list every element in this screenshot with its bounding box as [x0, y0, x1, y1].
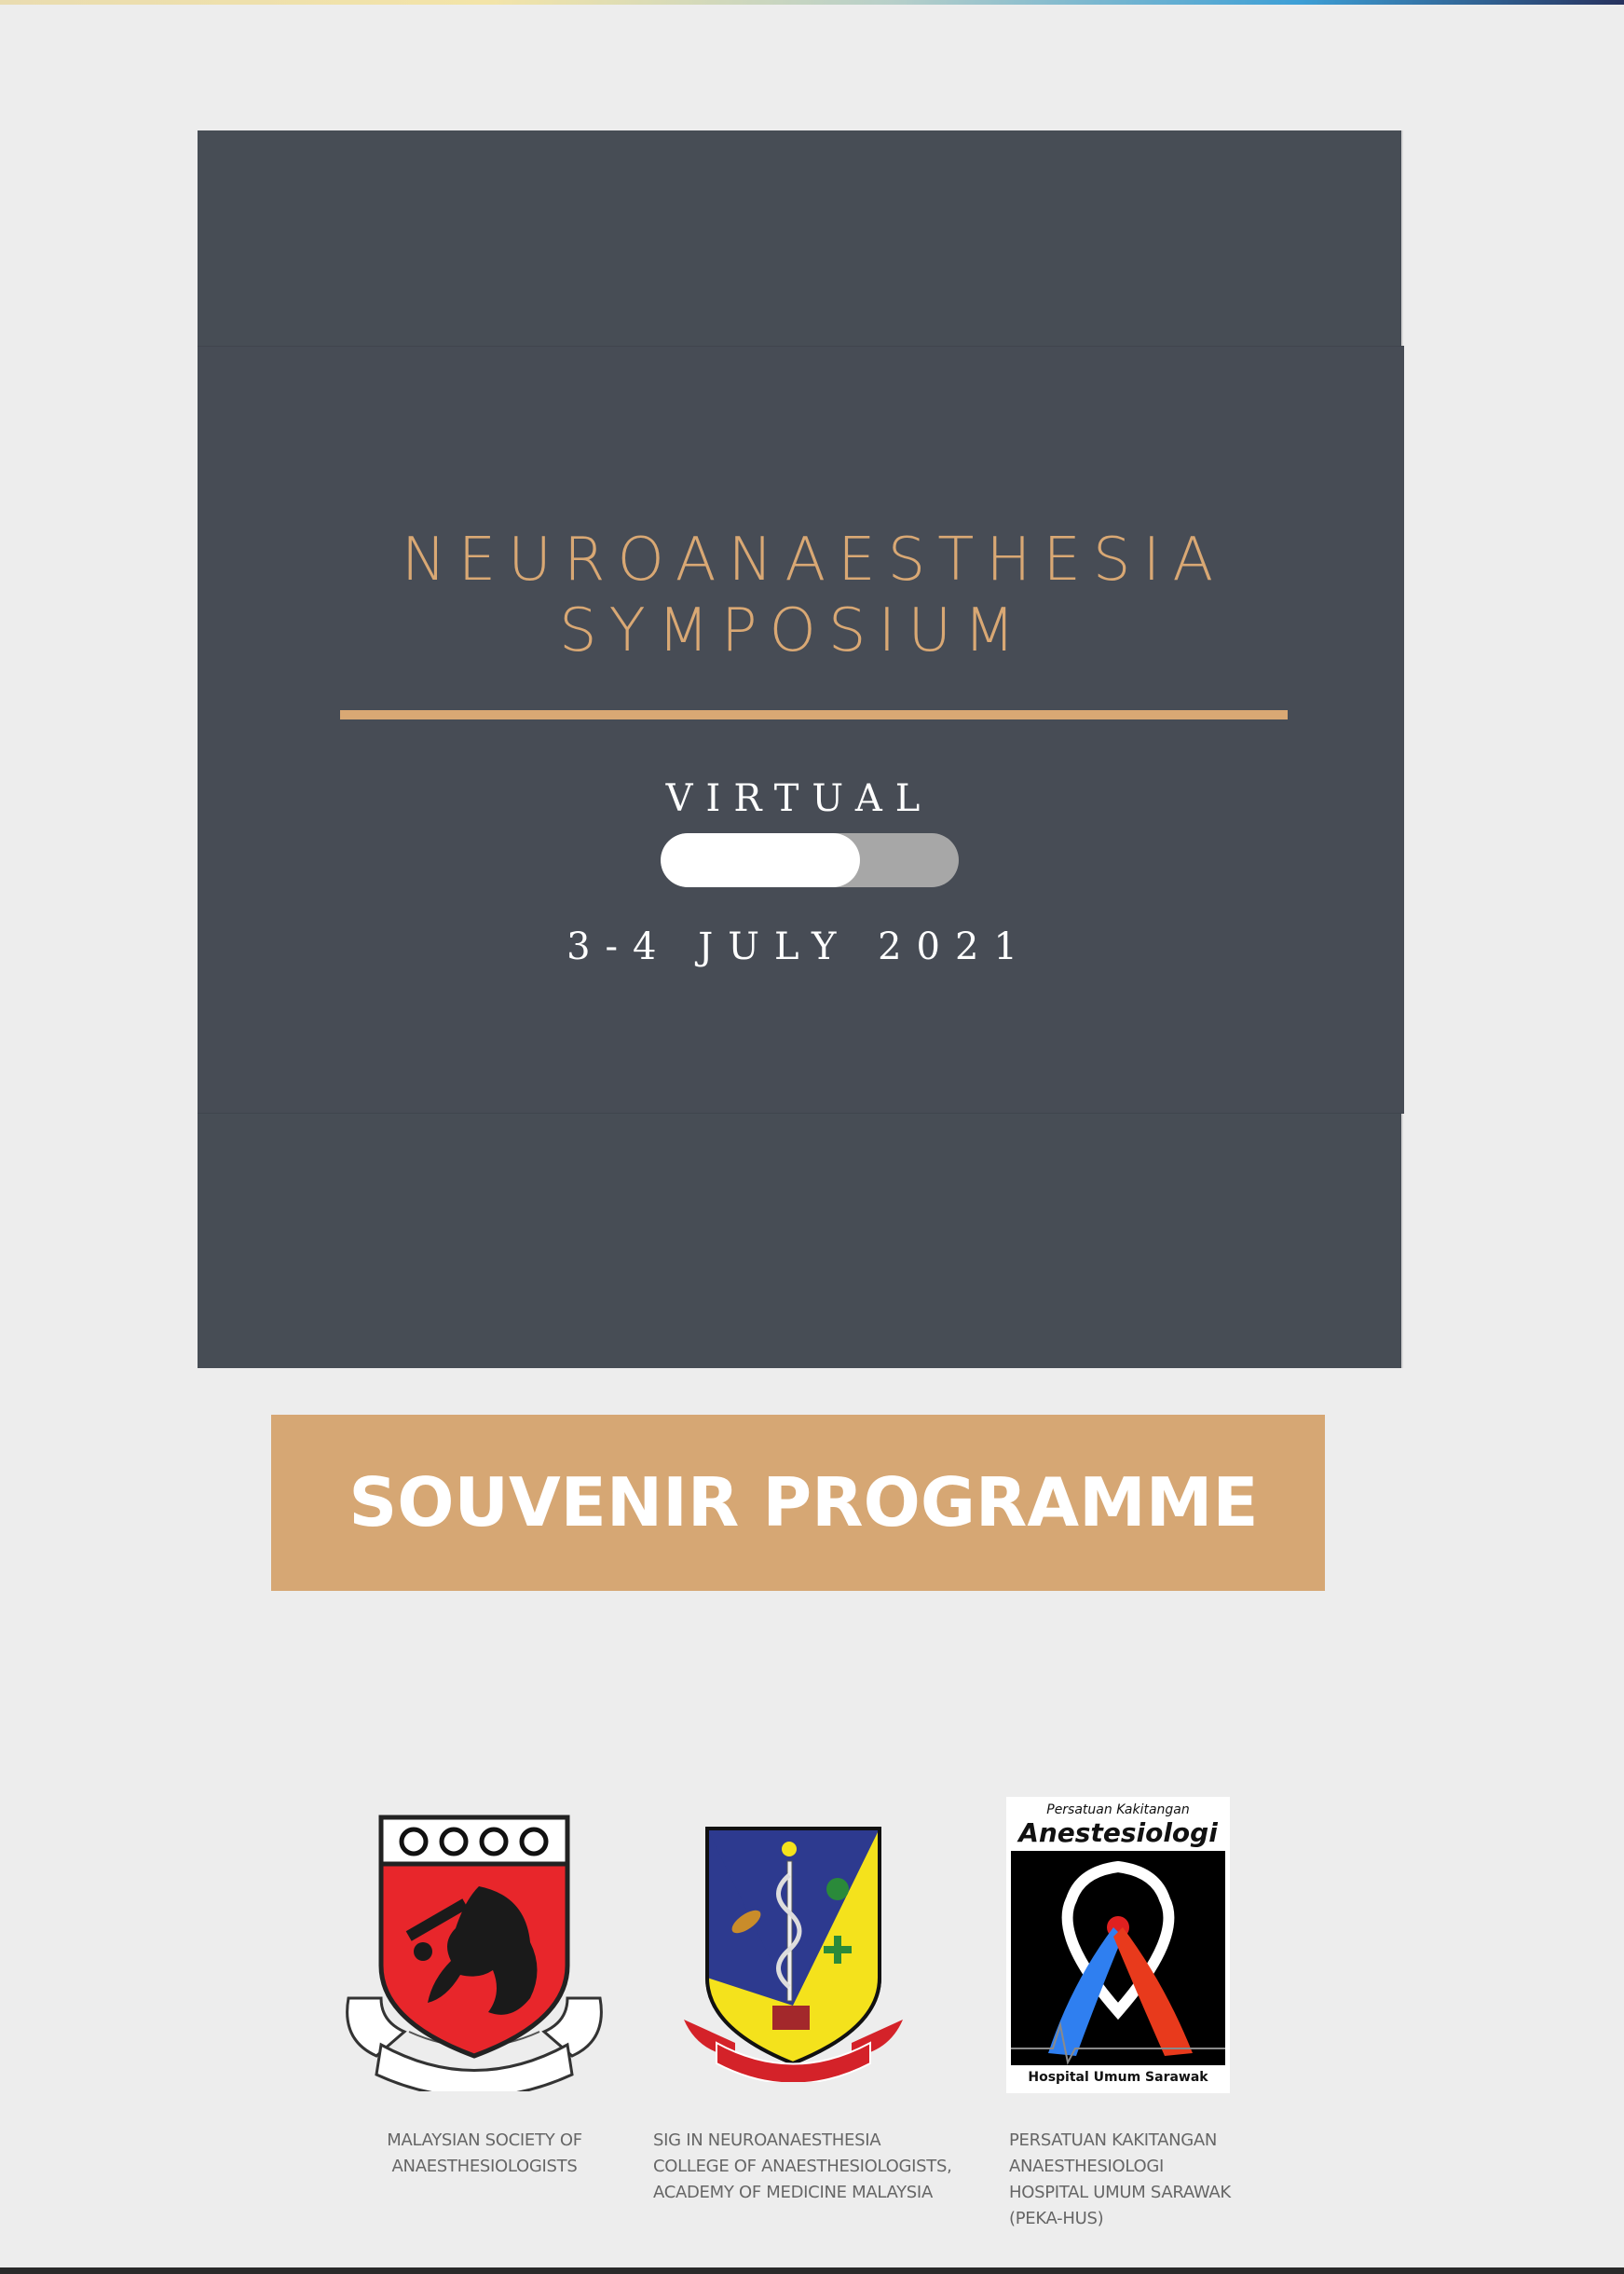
college-caption: [653, 2128, 989, 2206]
logo-word: Anestesiologi: [1018, 1817, 1218, 1848]
souvenir-programme-banner: SOUVENIR PROGRAMME: [271, 1415, 1325, 1591]
logo-bottom-text: Hospital Umum Sarawak: [1028, 2070, 1208, 2085]
msa-caption: [335, 2128, 634, 2180]
peka-hus-caption: [1009, 2128, 1289, 2232]
logo-top-text: Persatuan Kakitangan: [1046, 1802, 1190, 1817]
symposium-title-line-1: NEUROANAESTHESIA: [401, 526, 1226, 595]
peka-hus-caption-line: PERSATUAN KAKITANGAN: [1009, 2130, 1218, 2150]
college-caption-line: COLLEGE OF ANAESTHESIOLOGISTS,: [653, 2157, 952, 2176]
msa-caption-line: MALAYSIAN SOCIETY OF: [387, 2130, 582, 2150]
event-dates: 3-4 JULY 2021: [566, 925, 1032, 968]
event-mode-label: VIRTUAL: [665, 777, 934, 820]
anestesiologi-association-logo: [1006, 1797, 1230, 2093]
bottom-edge-strip: [0, 2267, 1624, 2274]
title-divider: [340, 710, 1288, 719]
peka-hus-caption-line: HOSPITAL UMUM SARAWAK: [1009, 2183, 1231, 2202]
peka-hus-caption-line: ANAESTHESIOLOGI: [1009, 2157, 1165, 2176]
msa-crest-logo: [339, 1812, 609, 2091]
college-crest-logo: [679, 1819, 908, 2082]
cover-title-band: [198, 346, 1404, 1114]
top-edge-strip: [0, 0, 1624, 5]
symposium-title-line-2: SYMPOSIUM: [559, 596, 1028, 665]
toggle-fill: [661, 833, 860, 887]
college-caption-line: SIG IN NEUROANAESTHESIA: [653, 2130, 881, 2150]
virtual-toggle[interactable]: [661, 833, 959, 887]
peka-hus-caption-line: (PEKA-HUS): [1009, 2209, 1104, 2228]
msa-caption-line: ANAESTHESIOLOGISTS: [391, 2157, 578, 2176]
college-caption-line: ACADEMY OF MEDICINE MALAYSIA: [653, 2183, 933, 2202]
